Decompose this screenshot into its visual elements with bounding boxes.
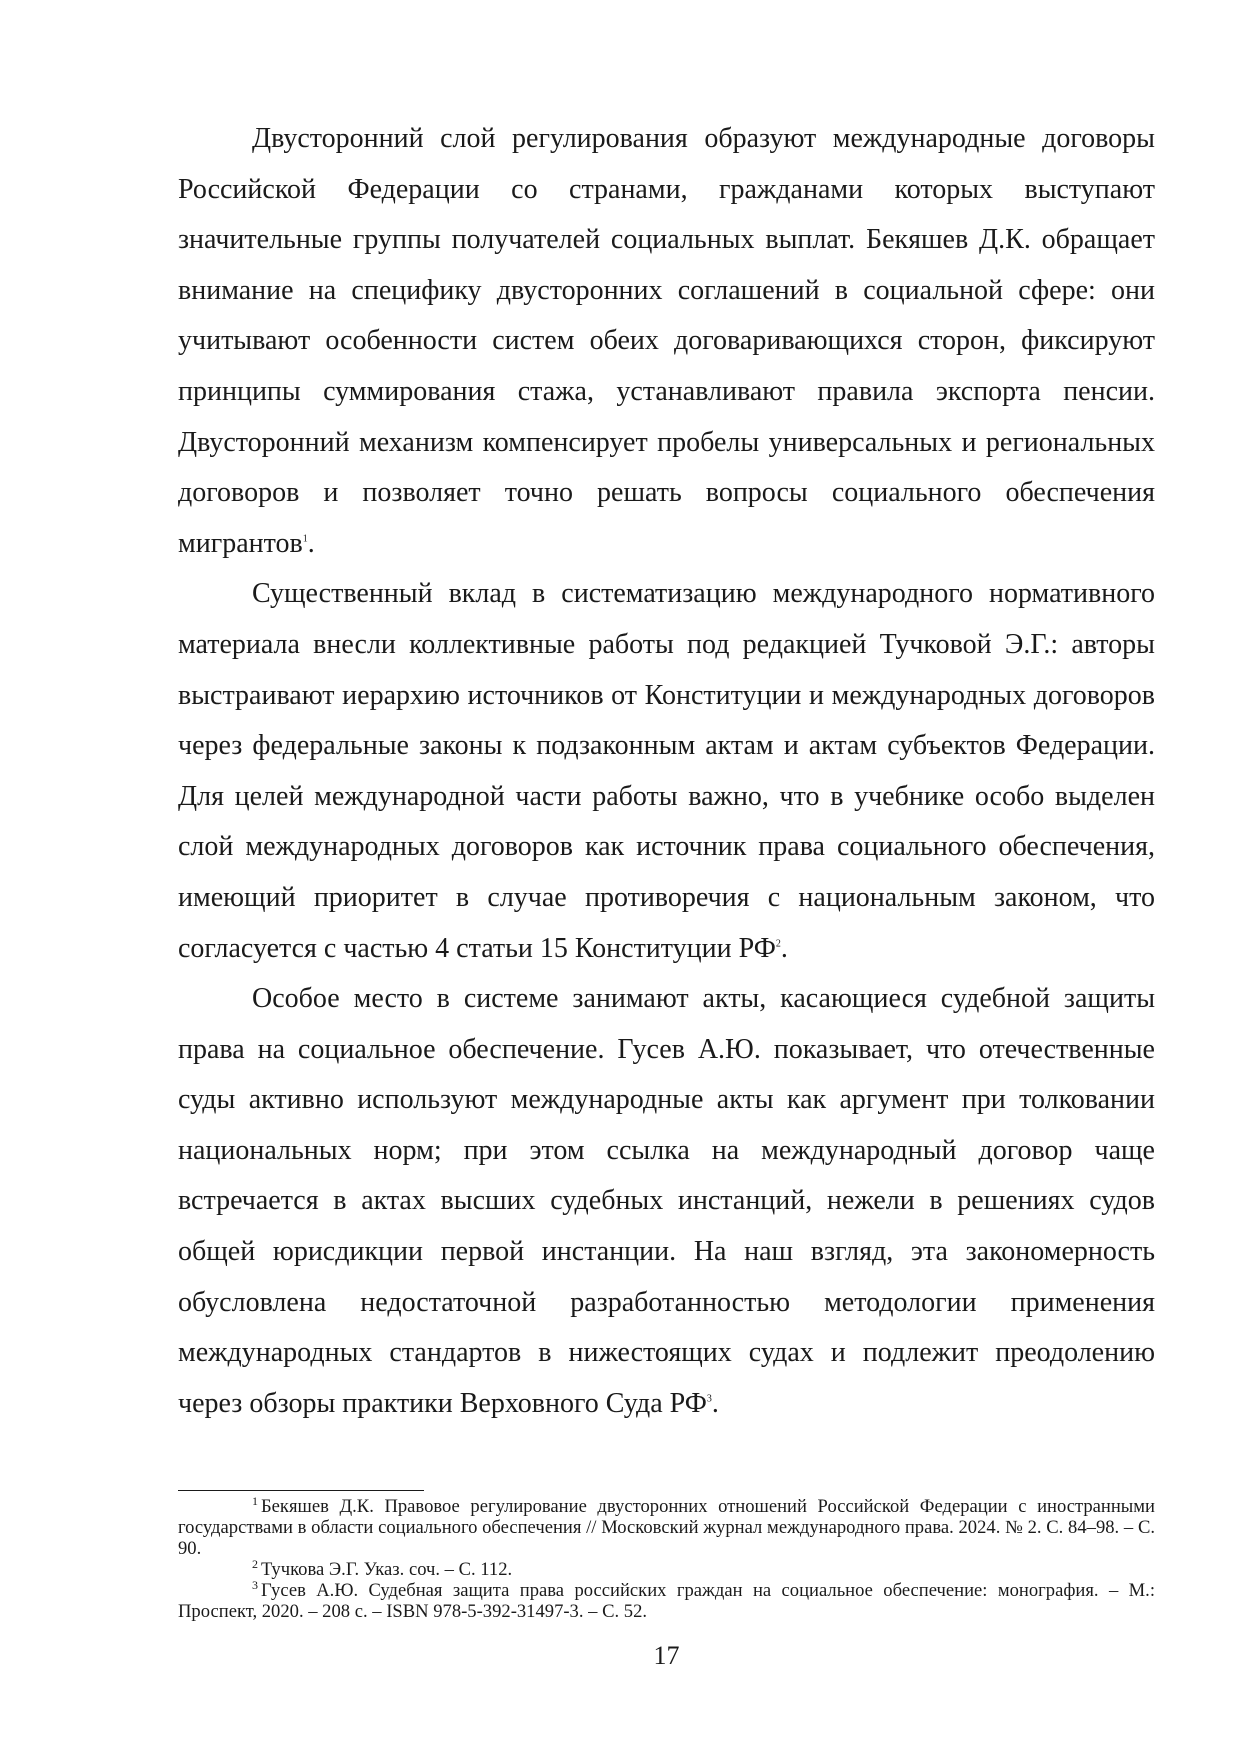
footnote-separator bbox=[178, 1490, 424, 1491]
footnote-reference-3[interactable]: 3 bbox=[706, 1393, 712, 1405]
paragraph-text: Двусторонний слой регулирования образуют международные договоры Российской Федерации со странами, гражданами которых выступают значительные группы получателей социальных выплат. Бекяшев Д.К. обращает внимание на специфику двусторонних соглашений в социальной сфере: они учитывают особенности систем обеих договаривающихся сторон, фиксируют принципы суммирования стажа, устанавливают правила экспорта пенсии. Двусторонний механизм компенсирует пробелы универсальных и региональных договоров и позволяет точно решать вопросы социального обеспечения мигрантов bbox=[178, 123, 1155, 559]
footnote-number: 1 bbox=[252, 1493, 258, 1508]
footnote-number: 3 bbox=[252, 1577, 258, 1592]
paragraph-tail: . bbox=[711, 1387, 719, 1419]
paragraph-tail: . bbox=[307, 527, 315, 559]
footnote-2 bbox=[178, 1556, 1155, 1580]
page-number: 17 bbox=[653, 1641, 680, 1670]
paragraph-tail: . bbox=[780, 932, 788, 964]
footnote-text: Бекяшев Д.К. Правовое регулирование двусторонних отношений Российской Федерации с иностранными государствами в области социального обеспечения // Московский журнал международного права. 2024. № 2. С. 84–98. – С. 90. bbox=[178, 1496, 1155, 1559]
paragraph-text: Особое место в системе занимают акты, касающиеся судебной защиты права на социальное обеспечение. Гусев А.Ю. показывает, что отечественные суды активно используют международные акты как аргумент при толковании национальных норм; при этом ссылка на международный договор чаще встречается в актах высших судебных инстанций, нежели в решениях судов общей юрисдикции первой инстанции. На наш взгляд, эта закономерность обусловлена недостаточной разработанностью методологии применения международных стандартов в нижестоящих судах и подлежит преодолению через обзоры практики Верховного Суда РФ bbox=[178, 983, 1155, 1419]
footnote-text: Тучкова Э.Г. Указ. соч. – С. 112. bbox=[261, 1559, 513, 1580]
footnote-text: Гусев А.Ю. Судебная защита права российских граждан на социальное обеспечение: монография. – М.: Проспект, 2020. – 208 с. – ISBN 978-5-392-31497-3. – С. 52. bbox=[178, 1580, 1155, 1622]
footnote-reference-1[interactable]: 1 bbox=[302, 533, 308, 545]
paragraph-text: Существенный вклад в систематизацию международного нормативного материала внесли коллективные работы под редакцией Тучковой Э.Г.: авторы выстраивают иерархию источников от Конституции и международных договоров через федеральные законы к подзаконным актам и актам субъектов Федерации. Для целей международной части работы важно, что в учебнике особо выделен слой международных договоров как источник права социального обеспечения, имеющий приоритет в случае противоречия с национальным законом, что согласуется с частью 4 статьи 15 Конституции РФ bbox=[178, 578, 1155, 964]
footnote-reference-2[interactable]: 2 bbox=[775, 938, 781, 950]
paragraph-bilateral-regulation bbox=[178, 114, 1155, 569]
paragraph-judicial-protection bbox=[178, 974, 1155, 1429]
main-text bbox=[178, 114, 1155, 1429]
paragraph-systematization bbox=[178, 569, 1155, 974]
footnotes bbox=[178, 1493, 1155, 1622]
footnote-1 bbox=[178, 1493, 1155, 1559]
footnote-3 bbox=[178, 1577, 1155, 1622]
footnote-number: 2 bbox=[252, 1556, 258, 1571]
